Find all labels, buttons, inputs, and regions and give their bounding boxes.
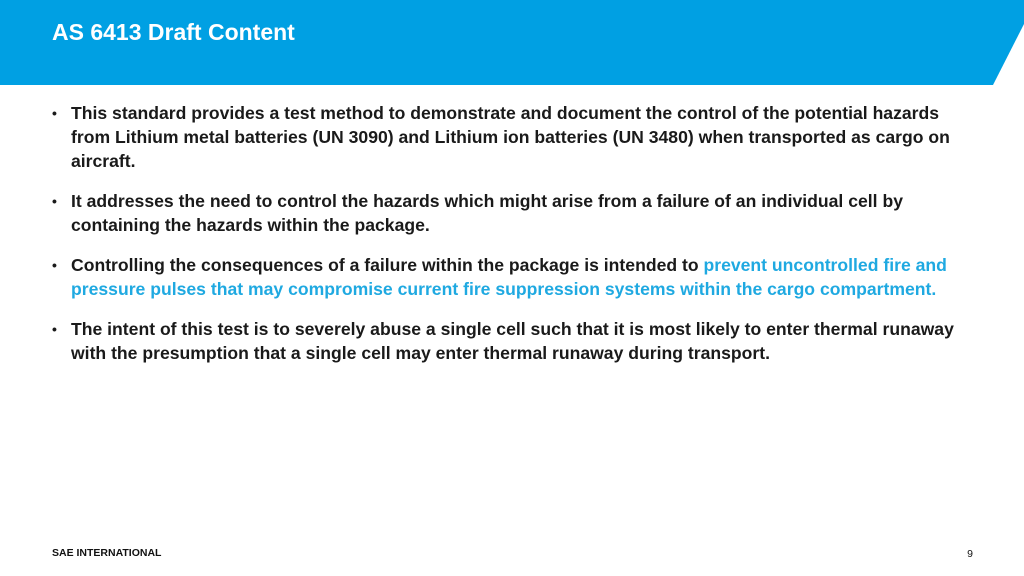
bullet-item xyxy=(52,189,972,237)
bullet-item xyxy=(52,101,972,173)
bullet-text: The intent of this test is to severely abuse a single cell such that it is most likely to enter thermal runaway with the presumption that a single cell may enter thermal runaway during transport. xyxy=(71,319,954,363)
bullet-emphasis-text: prevent uncontrolled fire and pressure pulses that may compromise current fire suppression systems within the cargo compartment. xyxy=(71,255,947,299)
bullet-dot-icon: • xyxy=(52,105,57,121)
bullet-text: Controlling the consequences of a failure within the package is intended to xyxy=(71,255,704,275)
bullet-dot-icon: • xyxy=(52,257,57,273)
footer-brand: SAE INTERNATIONAL xyxy=(52,547,162,559)
bullet-text: It addresses the need to control the hazards which might arise from a failure of an individual cell by containing the hazards within the package. xyxy=(71,191,903,235)
bullet-item xyxy=(52,253,972,301)
bullet-list xyxy=(52,101,972,381)
bullet-item xyxy=(52,317,972,365)
bullet-text: This standard provides a test method to demonstrate and document the control of the potential hazards from Lithium metal batteries (UN 3090) and Lithium ion batteries (UN 3480) when transported as cargo on aircraft. xyxy=(71,103,950,171)
bullet-dot-icon: • xyxy=(52,321,57,337)
slide-title: AS 6413 Draft Content xyxy=(52,19,295,45)
page-number: 9 xyxy=(967,548,973,560)
bullet-dot-icon: • xyxy=(52,193,57,209)
